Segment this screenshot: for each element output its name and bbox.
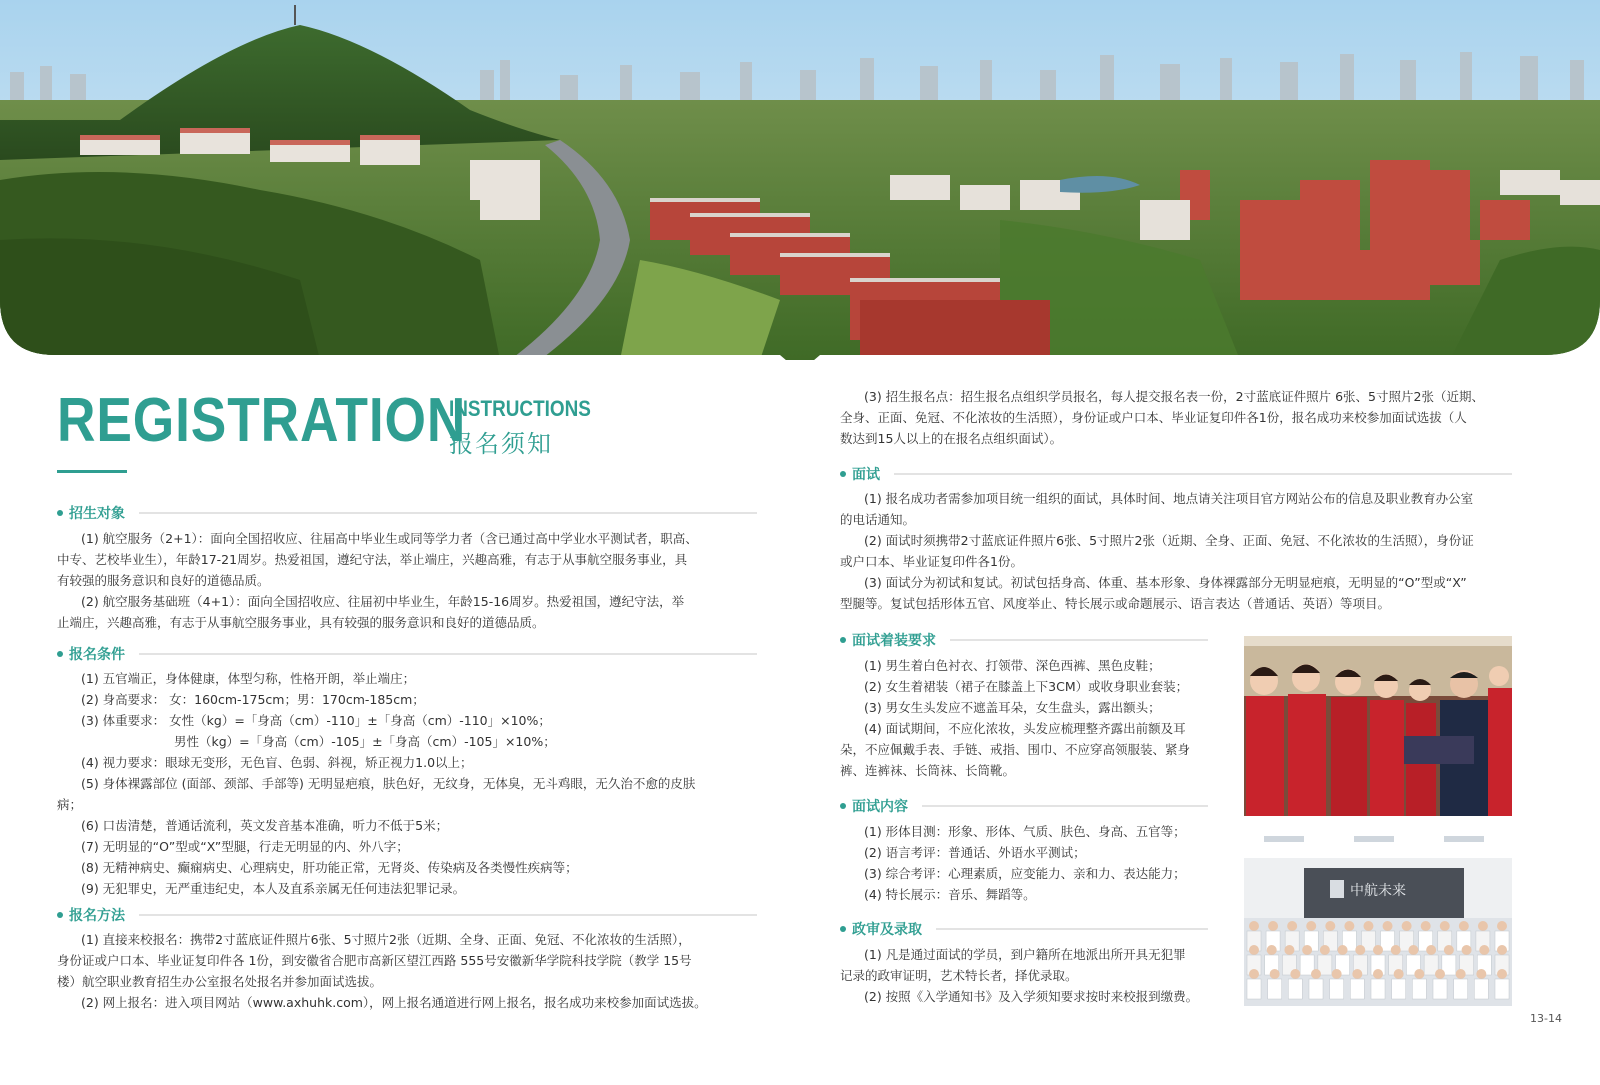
section-rule (139, 653, 757, 655)
text-line: (3) 体重要求： 女性（kg）=「身高（cm）-110」±「身高（cm）-110」×10%； (81, 713, 551, 728)
title-block (57, 386, 591, 458)
person-head (1249, 969, 1259, 979)
text-line: 身份证或户口本、毕业证复印件各 1份，到安徽省合肥市高新区望江西路 555号安徽新华学院科技学院（教学 15号 (57, 953, 692, 968)
campus-aerial-photo (0, 0, 1600, 360)
person-body (1371, 979, 1385, 999)
text-line: (2) 女生着裙装（裙子在膝盖上下3CM）或收身职业套装； (864, 679, 1189, 694)
person-head (1478, 921, 1488, 931)
text-line: 朵，不应佩戴手表、手链、戒指、围巾、不应穿高领服装、紧身 (840, 742, 1191, 757)
text-line: (4) 面试期间，不应化浓妆，头发应梳理整齐露出前额及耳 (864, 721, 1186, 736)
section-rule (139, 512, 757, 514)
text-line: (4) 视力要求：眼球无变形，无色盲、色弱、斜视，矫正视力1.0以上； (81, 755, 473, 770)
section-rule (894, 473, 1512, 475)
person-body (1392, 979, 1406, 999)
title-main: REGISTRATION (57, 386, 467, 455)
section-heading-method (57, 905, 757, 925)
bullet-dot (840, 803, 846, 809)
section-title: 面试着装要求 (852, 633, 936, 649)
bullet-dot (840, 637, 846, 643)
page-number: 13-14 (1530, 1012, 1562, 1025)
person-head (1426, 945, 1436, 955)
bullet-dot (57, 510, 63, 516)
person-head (1476, 969, 1486, 979)
text-line: 止端庄，兴趣高雅，有志于从事航空服务事业，具有较强的服务意识和良好的道德品质。 (57, 615, 545, 630)
text-line: 数达到15人以上的在报名点组织面试）。 (840, 431, 1063, 446)
section-body-conditions (57, 668, 695, 899)
section-rule (936, 928, 1208, 930)
text-line: (3) 综合考评：心理素质，应变能力、亲和力、表达能力； (864, 866, 1186, 881)
person-head (1302, 945, 1312, 955)
person-head (1270, 969, 1280, 979)
bullet-dot (840, 926, 846, 932)
group-photo (1244, 828, 1512, 1006)
person-head (1284, 945, 1294, 955)
section-heading-conditions (57, 644, 757, 664)
person-head (1497, 969, 1507, 979)
section-rule (139, 914, 757, 916)
person-head (1352, 969, 1362, 979)
text-line: (1) 男生着白色衬衣、打领带、深色西裤、黑色皮鞋； (864, 658, 1161, 673)
person-head (1290, 969, 1300, 979)
text-line: 男性（kg）=「身高（cm）-105」±「身高（cm）-105」×10%； (174, 734, 556, 749)
section-body-dress (840, 655, 1190, 781)
person-head (1421, 921, 1431, 931)
person-head (1479, 945, 1489, 955)
section-body-interview (840, 488, 1474, 614)
text-line: (3) 男女生头发应不遮盖耳朵，女生盘头，露出额头； (864, 700, 1161, 715)
person-head (1363, 921, 1373, 931)
person-head (1344, 921, 1354, 931)
section-title: 报名条件 (69, 647, 125, 663)
section-title: 面试内容 (852, 799, 908, 815)
text-line: (1) 形体目测：形象、形体、气质、肤色、身高、五官等； (864, 824, 1186, 839)
person-head (1287, 921, 1297, 931)
text-line: (1) 凡是通过面试的学员，到户籍所在地派出所开具无犯罪 (864, 947, 1186, 962)
title-sub: INSTRUCTIONS (449, 396, 591, 421)
section-body-registration-points (840, 386, 1484, 449)
person-head (1338, 945, 1348, 955)
section-heading-interview (840, 464, 1512, 484)
person-body (1330, 979, 1344, 999)
person-body (1412, 979, 1426, 999)
text-line: (2) 语言考评：普通话、外语水平测试； (864, 845, 1086, 860)
text-line: 型腿等。复试包括形体五官、风度举止、特长展示或命题展示、语言表达（普通话、英语）等项目。 (840, 596, 1391, 611)
person-head (1414, 969, 1424, 979)
section-title: 面试 (852, 467, 880, 483)
text-line: (7) 无明显的“O”型或“X”型腿，行走无明显的内、外八字； (81, 839, 409, 854)
text-line: (1) 五官端正，身体健康，体型匀称，性格开朗，举止端庄； (81, 671, 416, 686)
bullet-dot (57, 651, 63, 657)
person-head (1267, 945, 1277, 955)
section-body-method (57, 929, 707, 1013)
section-heading-target (57, 503, 757, 523)
text-line: (2) 航空服务基础班（4+1）：面向全国招收应、往届初中毕业生，年龄15-16周岁。热爱祖国，遵纪守法，举 (81, 594, 685, 609)
text-line: 病； (57, 797, 83, 812)
person-head (1249, 921, 1259, 931)
text-line: (4) 特长展示：音乐、舞蹈等。 (864, 887, 1036, 902)
text-line: (2) 身高要求： 女：160cm-175cm；男：170cm-185cm； (81, 692, 425, 707)
person-head (1456, 969, 1466, 979)
person-body (1309, 979, 1323, 999)
text-line: 的电话通知。 (840, 512, 916, 527)
person-body (1474, 979, 1488, 999)
person-head (1249, 945, 1259, 955)
text-line: (6) 口齿清楚，普通话流利，英文发音基本准确，听力不低于5米； (81, 818, 449, 833)
text-line: 楼）航空职业教育招生办公室报名处报名并参加面试选拔。 (57, 974, 383, 989)
section-body-content (840, 821, 1186, 905)
person-head (1391, 945, 1401, 955)
section-heading-dress (840, 630, 1208, 650)
text-line: 全身、正面、免冠、不化浓妆的生活照），身份证或户口本、毕业证复印件各1份，报名成功来校参加面试选拔（人 (840, 410, 1467, 425)
text-line: (5) 身体裸露部位 (面部、颈部、手部等) 无明显疤痕，肤色好，无纹身，无体臭，无斗鸡眼，无久治不愈的皮肤 (81, 776, 696, 791)
bullet-dot (840, 471, 846, 477)
person-head (1440, 921, 1450, 931)
text-line: (1) 航空服务（2+1）：面向全国招收应、往届高中毕业生或同等学力者（含已通过高中学业水平测试者，职高、 (81, 531, 698, 546)
person-head (1435, 969, 1445, 979)
person-head (1497, 945, 1507, 955)
text-line: 记录的政审证明，艺术特长者，择优录取。 (840, 968, 1078, 983)
text-line: (2) 面试时须携带2寸蓝底证件照片6张、5寸照片2张（近期、全身、正面、免冠、不化浓妆的生活照），身份证 (864, 533, 1474, 548)
person-head (1497, 921, 1507, 931)
text-line: 裤、连裤袜、长筒袜、长筒靴。 (840, 763, 1016, 778)
person-body (1433, 979, 1447, 999)
title-underline (57, 470, 127, 473)
person-head (1408, 945, 1418, 955)
person-body (1288, 979, 1302, 999)
section-heading-content (840, 796, 1208, 816)
text-line: 有较强的服务意识和良好的道德品质。 (57, 573, 270, 588)
text-line: 中专、艺校毕业生），年龄17-21周岁。热爱祖国，遵纪守法，举止端庄，兴趣高雅，有志于从事航空服务事业，具 (57, 552, 688, 567)
text-line: (9) 无犯罪史，无严重违纪史，本人及直系亲属无任何违法犯罪记录。 (81, 881, 466, 896)
text-line: (2) 按照《入学通知书》及入学须知要求按时来校报到缴费。 (864, 989, 1199, 1004)
section-heading-admission (840, 919, 1208, 939)
person-head (1394, 969, 1404, 979)
text-line: (3) 招生报名点：招生报名点组织学员报名，每人提交报名表一份，2寸蓝底证件照片 6张、5寸照片2张（近期、 (864, 389, 1484, 404)
text-line: (3) 面试分为初试和复试。初试包括身高、体重、基本形象、身体裸露部分无明显疤痕，无明显的“O”型或“X” (864, 575, 1467, 590)
person-head (1320, 945, 1330, 955)
text-line: (1) 直接来校报名：携带2寸蓝底证件照片6张、5寸照片2张（近期、全身、正面、免冠、不化浓妆的生活照）， (81, 932, 691, 947)
text-line: (2) 网上报名：进入项目网站（www.axhuhk.com），网上报名通道进行网上报名，报名成功来校参加面试选拔。 (81, 995, 707, 1010)
person-head (1402, 921, 1412, 931)
title-cn: 报名须知 (449, 430, 553, 458)
section-body-admission (840, 944, 1198, 1007)
wall-sign-text: 中航未来 (1350, 883, 1406, 899)
person-body (1247, 979, 1261, 999)
section-title: 政审及录取 (852, 922, 922, 938)
section-title: 报名方法 (69, 908, 125, 924)
section-title: 招生对象 (69, 506, 125, 522)
person-head (1355, 945, 1365, 955)
person-head (1268, 921, 1278, 931)
person-head (1383, 921, 1393, 931)
person-body (1454, 979, 1468, 999)
person-body (1495, 979, 1509, 999)
person-head (1332, 969, 1342, 979)
person-head (1462, 945, 1472, 955)
person-head (1373, 945, 1383, 955)
section-rule (950, 639, 1208, 641)
text-line: (8) 无精神病史、癫痫病史、心理病史，肝功能正常，无肾炎、传染病及各类慢性疾病等； (81, 860, 578, 875)
text-line: (1) 报名成功者需参加项目统一组织的面试，具体时间、地点请关注项目官方网站公布的信息及职业教育办公室 (864, 491, 1474, 506)
person-head (1444, 945, 1454, 955)
uniform-ceremony-photo (1244, 636, 1512, 816)
bullet-dot (57, 912, 63, 918)
person-head (1459, 921, 1469, 931)
person-body (1268, 979, 1282, 999)
person-body (1350, 979, 1364, 999)
section-rule (922, 805, 1208, 807)
text-line: 或户口本、毕业证复印件各1份。 (840, 554, 1023, 569)
person-head (1325, 921, 1335, 931)
person-head (1306, 921, 1316, 931)
person-head (1373, 969, 1383, 979)
section-body-target (57, 528, 698, 633)
person-head (1311, 969, 1321, 979)
